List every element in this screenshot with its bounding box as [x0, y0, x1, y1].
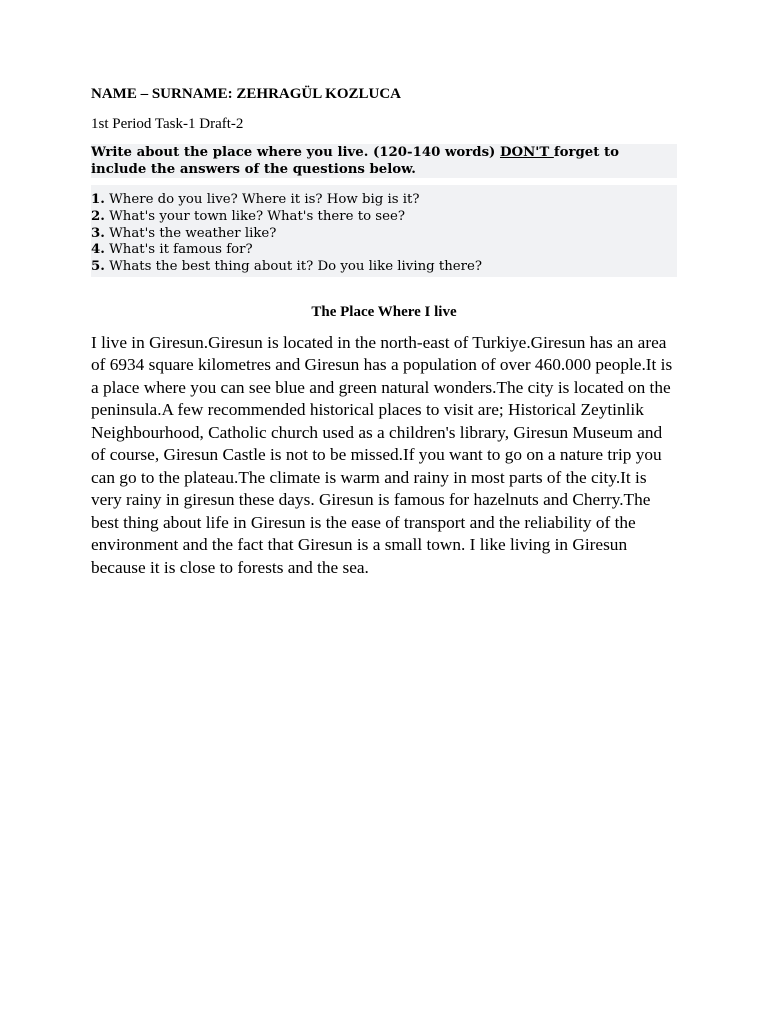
question-text: What's your town like? What's there to see?	[104, 208, 405, 224]
question-text: Whats the best thing about it? Do you like living there?	[104, 259, 483, 275]
instructions-emphasis: DON'T	[499, 145, 554, 160]
question-number: 5.	[91, 259, 105, 275]
question-item	[91, 226, 677, 243]
question-text: Where do you live? Where it is? How big is it?	[104, 192, 420, 207]
instructions-text-end: forget to include the answers of the questions below.	[91, 145, 619, 177]
essay-body: I live in Giresun.Giresun is located in the north-east of Turkiye.Giresun has an area of 6934 square kilometres and Giresun has a population of over 460.000 people.It is a place where you can see blue and green natural wonders.The city is located on the peninsula.A few recommended historical places to visit are; Historical Zeytinlik Neighbourhood, Catholic church used as a children's library, Giresun Museum and of course, Giresun Castle is not to be missed.If you want to go on a nature trip you can go to the plateau.The climate is warm and rainy in most parts of the city.It is very rainy in giresun these days. Giresun is famous for hazelnuts and Cherry.The best thing about life in Giresun is the ease of transport and the reliability of the environment and the fact that Giresun is a small town. I like living in Giresun because it is close to forests and the sea.	[91, 332, 673, 577]
document-page	[91, 84, 677, 579]
student-name-line: NAME – SURNAME: ZEHRAGÜL KOZLUCA	[91, 86, 402, 102]
question-item	[91, 209, 677, 226]
question-list	[91, 185, 677, 277]
question-item	[91, 192, 677, 209]
question-number: 4.	[91, 242, 105, 258]
question-item	[91, 242, 677, 259]
task-label: 1st Period Task-1 Draft-2	[91, 116, 244, 132]
instructions-text-start: Write about the place where you live. (120-140 words)	[91, 145, 500, 160]
question-number: 1.	[91, 192, 105, 207]
question-number: 2.	[91, 208, 105, 224]
question-text: What's the weather like?	[104, 225, 277, 241]
question-text: What's it famous for?	[104, 242, 253, 258]
question-number: 3.	[91, 225, 105, 241]
task-instructions	[91, 144, 677, 178]
essay-title: The Place Where I live	[311, 303, 457, 320]
question-item	[91, 259, 677, 276]
